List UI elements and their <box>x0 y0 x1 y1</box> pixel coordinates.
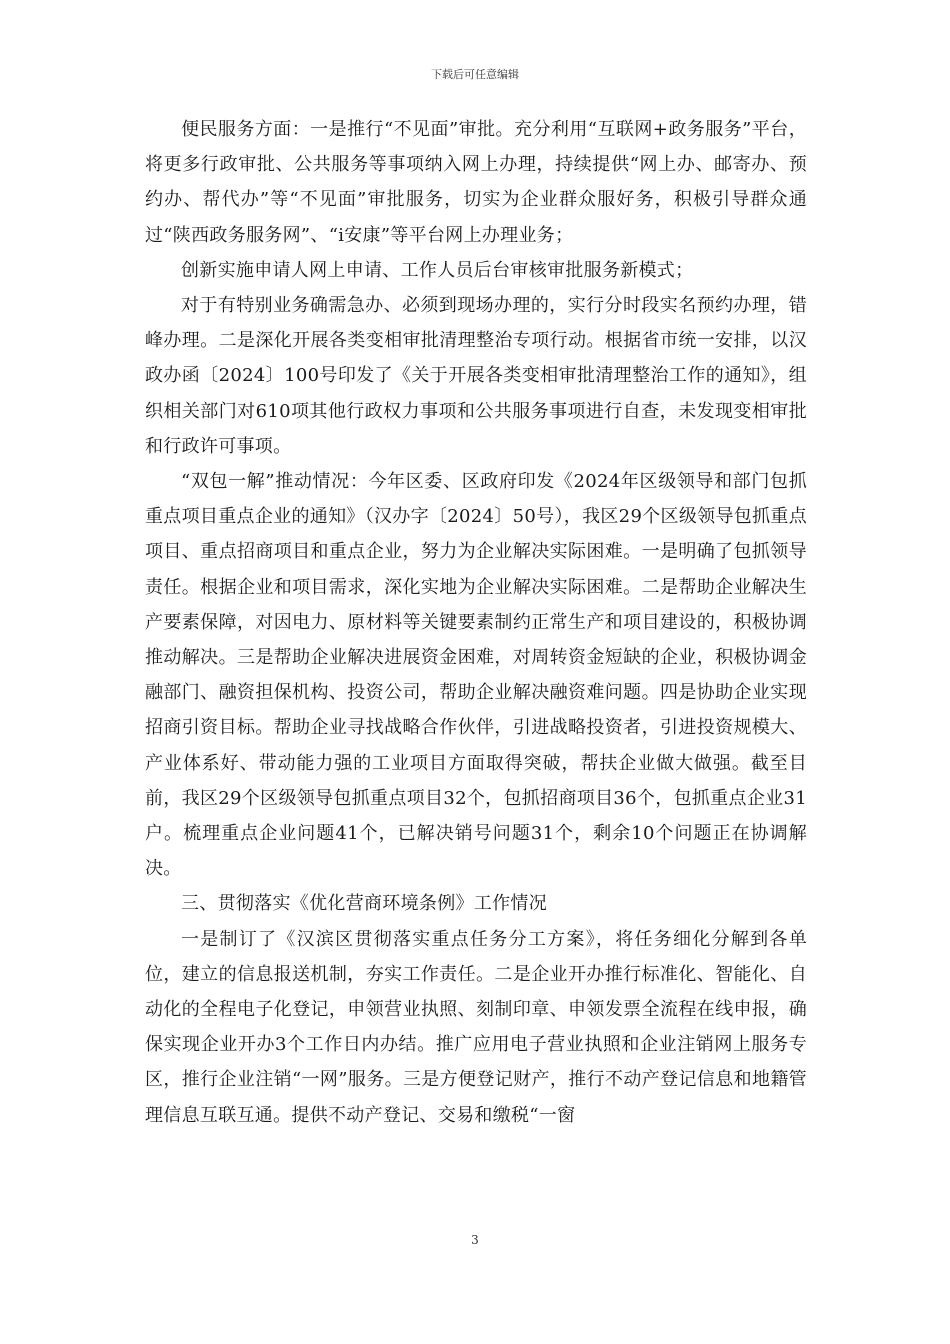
paragraph-appointment-cleanup: 对于有特别业务确需急办、必须到现场办理的，实行分时段实名预约办理，错峰办理。二是深化开展各类变相审批清理整治专项行动。根据省市统一安排，以汉政办函〔2024〕100号印发了《关于开展各类变相审批清理整治工作的通知》，组织相关部门对610项其他行政权力事项和公共服务事项进行自查，未发现变相审批和行政许可事项。 <box>145 295 807 457</box>
paragraph-convenience-services: 便民服务方面：一是推行“不见面”审批。充分利用“互联网+政务服务”平台，将更多行政审批、公共服务等事项纳入网上办理，持续提供“网上办、邮寄办、预约办、帮代办”等“不见面”审批服务，切实为企业群众服好务，积极引导群众通过“陕西政务服务网”、“i安康”等平台网上办理业务； <box>145 119 807 246</box>
paragraph-double-package: “双包一解”推动情况：今年区委、区政府印发《2024年区级领导和部门包抓重点项目重点企业的通知》（汉办字〔2024〕50号），我区29个区级领导包抓重点项目、重点招商项目和重点企业，努力为企业解决实际困难。一是明确了包抓领导责任。根据企业和项目需求，深化实地为企业解决实际困难。二是帮助企业解决生产要素保障，对因电力、原材料等关键要素制约正常生产和项目建设的，积极协调推动解决。三是帮助企业解决进展资金困难，对周转资金短缺的企业，积极协调金融部门、融资担保机构、投资公司，帮助企业解决融资难问题。四是协助企业实现招商引资目标。帮助企业寻找战略合作伙伴，引进战略投资者，引进投资规模大、产业体系好、带动能力强的工业项目方面取得突破，帮扶企业做大做强。截至目前，我区29个区级领导包抓重点项目32个，包抓招商项目36个，包抓重点企业31户。梳理重点企业问题41个，已解决销号问题31个，剩余10个问题正在协调解决。 <box>145 471 807 880</box>
section-heading-business-environment: 三、贯彻落实《优化营商环境条例》工作情况 <box>181 893 547 915</box>
paragraph-implementation-measures: 一是制订了《汉滨区贯彻落实重点任务分工方案》，将任务细化分解到各单位，建立的信息报送机制，夯实工作责任。二是企业开办推行标准化、智能化、自动化的全程电子化登记，申领营业执照、刻制印章、申领发票全流程在线申报，确保实现企业开办3个工作日内办结。推广应用电子营业执照和企业注销网上服务专区，推行企业注销“一网”服务。三是方便登记财产，推行不动产登记信息和地籍管理信息互联互通。提供不动产登记、交易和缴税“一窗 <box>145 928 807 1126</box>
paragraph-online-approval-model: 创新实施申请人网上申请、工作人员后台审核审批服务新模式； <box>181 259 694 281</box>
document-body <box>145 112 807 1133</box>
page-header: 下载后可任意编辑 <box>431 68 519 81</box>
page-number: 3 <box>471 1233 479 1247</box>
